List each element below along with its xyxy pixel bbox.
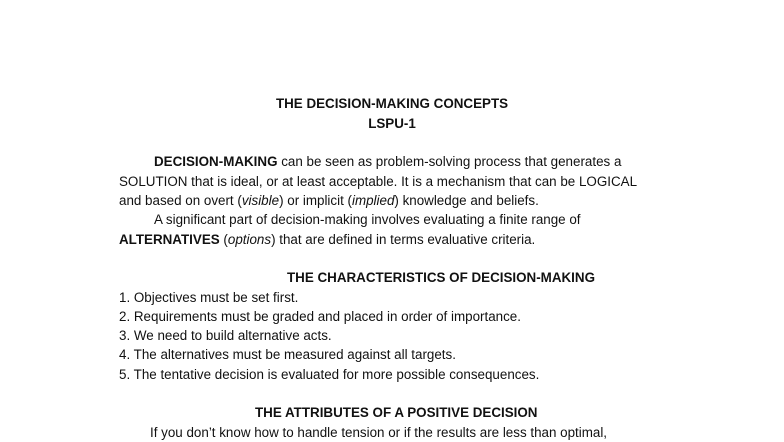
list-item: 4. The alternatives must be measured against all targets. bbox=[119, 347, 456, 362]
document-title: THE DECISION-MAKING CONCEPTS bbox=[275, 96, 509, 111]
emphasis-implied: implied bbox=[351, 193, 395, 208]
emphasis-visible: visible bbox=[241, 193, 280, 208]
para2-line2-b: ) that are defined in terms evaluative criteria. bbox=[271, 232, 536, 247]
list-item: 1. Objectives must be set first. bbox=[119, 290, 299, 305]
list-item: 2. Requirements must be graded and placed in order of importance. bbox=[119, 309, 521, 324]
para1-line3-c: ) knowledge and beliefs. bbox=[394, 193, 539, 208]
term-decision-making: DECISION-MAKING bbox=[154, 154, 278, 169]
para1-line1-text: can be seen as problem-solving process that generates a bbox=[277, 154, 622, 169]
attributes-heading: THE ATTRIBUTES OF A POSITIVE DECISION bbox=[255, 405, 538, 420]
para1-line2: SOLUTION that is ideal, or at least acceptable. It is a mechanism that can be LOGICAL bbox=[119, 174, 638, 189]
para2-line1: A significant part of decision-making involves evaluating a finite range of bbox=[154, 212, 581, 227]
para2-line2-a: ( bbox=[219, 232, 228, 247]
characteristics-heading: THE CHARACTERISTICS OF DECISION-MAKING bbox=[287, 270, 595, 285]
list-item: 5. The tentative decision is evaluated for more possible consequences. bbox=[119, 367, 540, 382]
para1-line3-b: ) or implicit ( bbox=[279, 193, 352, 208]
term-alternatives: ALTERNATIVES bbox=[119, 232, 220, 247]
para1-line3 bbox=[119, 191, 539, 210]
attributes-line1: If you don’t know how to handle tension or if the results are less than optimal, bbox=[150, 425, 608, 440]
para2-line2 bbox=[119, 230, 535, 249]
para1-line1 bbox=[154, 152, 621, 171]
emphasis-options: options bbox=[227, 232, 272, 247]
document-subtitle: LSPU-1 bbox=[368, 116, 416, 131]
para1-line3-a: and based on overt ( bbox=[119, 193, 242, 208]
list-item: 3. We need to build alternative acts. bbox=[119, 328, 332, 343]
